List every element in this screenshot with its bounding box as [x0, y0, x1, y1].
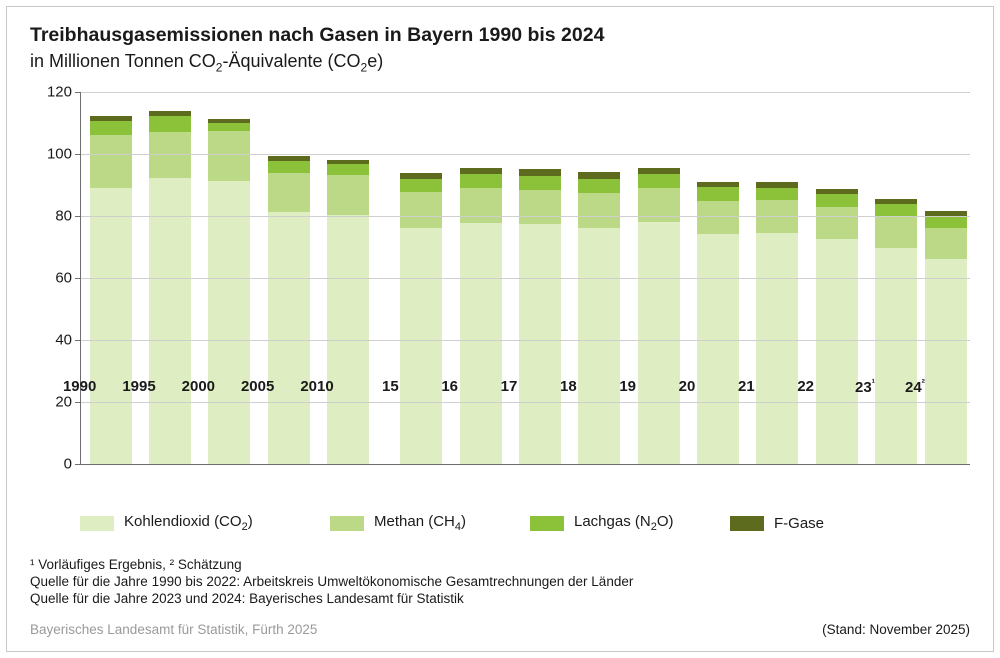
subtitle-part-3: e): [367, 51, 384, 71]
bar-segment: [327, 160, 369, 164]
bar-segment: [400, 173, 442, 179]
bar-segment: [90, 135, 132, 189]
footnote-line: Quelle für die Jahre 2023 und 2024: Bayerisches Landesamt für Statistik: [30, 591, 464, 606]
y-axis-tick-label: 120: [46, 83, 72, 101]
footnote-line: ¹ Vorläufiges Ergebnis, ² Schätzung: [30, 557, 242, 572]
bar-segment: [756, 188, 798, 200]
x-axis-tick-label: 18: [559, 378, 577, 395]
x-axis-tick-label: 16: [441, 378, 458, 395]
bar-segment: [327, 164, 369, 175]
bar-segment: [697, 201, 739, 234]
subtitle-part-1: in Millionen Tonnen CO: [30, 51, 216, 71]
x-axis-tick-label: 22: [797, 378, 814, 395]
legend-swatch: [330, 516, 364, 531]
legend-label: F-Gase: [774, 514, 825, 532]
y-axis-labels: [30, 83, 72, 473]
bar-segment: [519, 224, 561, 464]
x-axis-tick-label: 2005: [240, 378, 275, 395]
y-axis-tick: [75, 92, 81, 93]
legend-label-subscript: 2: [650, 521, 657, 533]
bar-segment: [149, 132, 191, 178]
bar-segment: [400, 228, 442, 464]
bar-segment: [925, 228, 967, 259]
bar-segment: [816, 189, 858, 194]
subtitle-part-2: -Äquivalente (CO: [222, 51, 361, 71]
y-axis-tick: [75, 340, 81, 341]
bar-segment: [208, 119, 250, 123]
y-axis-tick-label: 100: [46, 145, 72, 163]
bar-segment: [460, 223, 502, 464]
bar-segment: [268, 173, 310, 212]
y-axis-tick-label: 20: [55, 393, 72, 411]
bar-segment: [578, 193, 620, 228]
gridline: [81, 154, 970, 155]
y-axis-tick-label: 40: [55, 331, 72, 349]
x-axis-labels: [50, 378, 940, 406]
bar-segment: [638, 168, 680, 174]
x-axis-tick-label: 1995: [122, 378, 156, 395]
y-axis-tick-label: 80: [55, 207, 72, 225]
gridline: [81, 278, 970, 279]
bar-segment: [149, 116, 191, 132]
title-block: [30, 22, 950, 81]
bar-segment: [460, 168, 502, 174]
bar-segment: [149, 111, 191, 116]
bar-segment: [460, 188, 502, 224]
bar-segment: [90, 121, 132, 135]
bar-segment: [925, 259, 967, 464]
legend-swatch: [80, 516, 114, 531]
bar-segment: [460, 174, 502, 187]
footnote-line: Quelle für die Jahre 1990 bis 2022: Arbeitskreis Umweltökonomische Gesamtrechnungen der Länder: [30, 574, 634, 589]
bar-segment: [756, 182, 798, 188]
x-label-footnote-marker: ²: [921, 378, 926, 389]
legend-item: [330, 512, 466, 534]
legend-label: Methan $(CH_4)$: [374, 513, 466, 533]
x-axis-tick-label: 20: [678, 378, 696, 395]
bar-segment: [208, 123, 250, 131]
bar-segment: [90, 188, 132, 464]
x-axis-tick-label: $23^{^1}$: [854, 378, 876, 396]
chart-legend: [30, 512, 970, 538]
y-axis-tick: [75, 278, 81, 279]
bar-segment: [327, 175, 369, 215]
legend-item: [530, 512, 674, 534]
bar-segment: [208, 131, 250, 182]
bar-segment: [697, 182, 739, 188]
x-axis-tick-label: 15: [381, 378, 399, 395]
x-axis-tick-label: 1990: [62, 378, 97, 395]
bar-segment: [400, 179, 442, 192]
bar-segment: [519, 169, 561, 176]
x-axis-tick-label: 19: [619, 378, 636, 395]
bar-segment: [925, 216, 967, 228]
y-axis-tick-label: 60: [55, 269, 72, 287]
bar-segment: [697, 234, 739, 464]
bar-segment: [638, 188, 680, 222]
bar-segment: [519, 176, 561, 190]
y-axis-tick: [75, 464, 81, 465]
bar-segment: [268, 161, 310, 173]
gridline: [81, 464, 970, 465]
x-axis-tick-label: 2000: [181, 378, 216, 395]
bar-segment: [875, 217, 917, 248]
bar-segment: [268, 156, 310, 161]
bar-segment: [268, 212, 310, 464]
legend-label: Kohlendioxid $(CO_2)$: [124, 513, 253, 533]
bar-segment: [816, 194, 858, 207]
footer-source: Bayerisches Landesamt für Statistik, Fürth 2025: [30, 622, 318, 637]
subtitle-sub-1: 2: [215, 60, 223, 75]
page-subtitle: [30, 48, 950, 81]
bar-segment: [638, 222, 680, 464]
gridline: [81, 92, 970, 93]
bar-segment: [816, 207, 858, 239]
legend-swatch: [730, 516, 764, 531]
y-axis-tick-label: 0: [63, 455, 72, 473]
bar-segment: [149, 178, 191, 464]
x-axis-tick-label: 21: [737, 378, 755, 395]
plot-wrapper: [30, 83, 970, 474]
y-axis-tick: [75, 216, 81, 217]
bar-segment: [756, 233, 798, 464]
legend-label-subscript: 2: [241, 521, 248, 533]
bar-segment: [578, 172, 620, 179]
x-axis-tick-label: 17: [500, 378, 518, 395]
bar-segment: [519, 190, 561, 225]
bar-segment: [400, 192, 442, 228]
x-axis-tick-label: $24^{^2}$: [904, 378, 926, 396]
legend-item: [730, 512, 824, 534]
subtitle-sub-2: 2: [360, 60, 368, 75]
bar-segment: [875, 248, 917, 464]
x-label-footnote-marker: ¹: [871, 378, 876, 389]
bar-segment: [875, 199, 917, 204]
bar-segment: [90, 116, 132, 121]
y-axis-tick: [75, 154, 81, 155]
x-axis-tick-label: 2010: [300, 378, 334, 395]
plot-area: [80, 92, 970, 464]
gridline: [81, 216, 970, 217]
legend-label: Lachgas $(N_2O)$: [574, 513, 674, 533]
legend-swatch: [530, 516, 564, 531]
bar-segment: [638, 174, 680, 187]
bar-segment: [697, 187, 739, 200]
legend-label-subscript: 4: [454, 521, 461, 533]
legend-item: [80, 512, 253, 534]
gridline: [81, 340, 970, 341]
footnotes: [30, 556, 970, 607]
bar-segment: [208, 181, 250, 464]
bar-segment: [578, 179, 620, 193]
bar-segment: [816, 239, 858, 464]
bar-segment: [578, 228, 620, 464]
footer-date: (Stand: November 2025): [822, 622, 970, 637]
page-title: Treibhausgasemissionen nach Gasen in Bayern 1990 bis 2024: [30, 24, 605, 46]
